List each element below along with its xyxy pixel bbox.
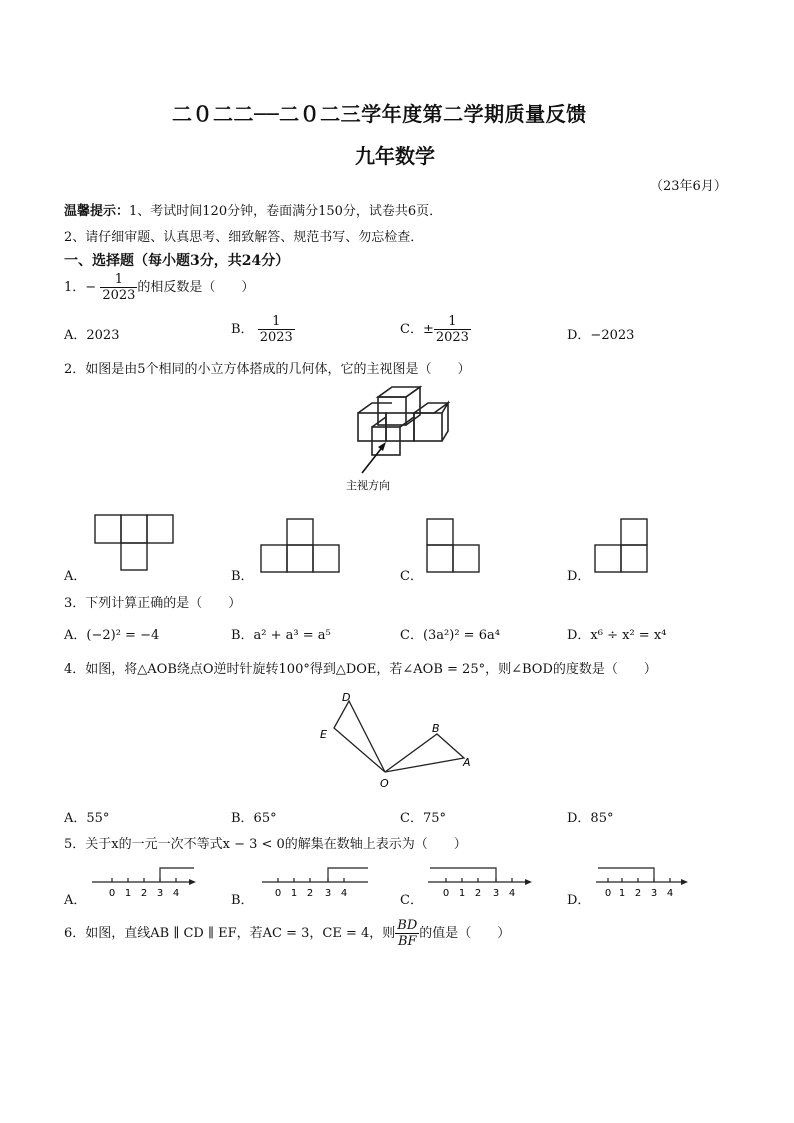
q6-fraction-num: BD: [397, 918, 418, 933]
q1-c-label: C．±: [400, 322, 434, 337]
q5d-tick-4: 4: [666, 888, 674, 899]
notice-line-1: [64, 200, 442, 219]
q2-option-b-figure: [260, 518, 342, 574]
q6-stem-before: 6．如图，直线AB ∥ CD ∥ EF，若AC = 3，CE = 4，则: [64, 926, 396, 941]
q5-option-a-numberline: [90, 864, 200, 900]
q4-label-a: A: [463, 756, 471, 769]
q2-option-c-figure: [426, 518, 484, 574]
q1-b-num: 1: [258, 314, 295, 330]
q2-option-d: D．: [567, 569, 591, 584]
q5c-tick-1: 1: [458, 888, 466, 899]
subject-title: 九年数学: [355, 144, 435, 168]
notice-line-2: 2、请仔细审题、认真思考、细致解答、规范书写、勿忘检查．: [64, 230, 424, 245]
q2-arrow-label: 主视方向: [346, 479, 390, 492]
q5-option-d-numberline: [594, 864, 694, 900]
q5c-tick-2: 2: [474, 888, 482, 899]
q6-fraction-den: BF: [397, 934, 417, 949]
q3-option-b: B．a² + a³ = a⁵: [231, 628, 331, 643]
q3-option-a: A．(−2)² = −4: [64, 628, 160, 643]
notice-label: 温馨提示：: [64, 204, 130, 219]
notice-text-1: 1、考试时间120分钟，卷面满分150分，试卷共6页．: [129, 204, 443, 219]
q4-option-a: A．55°: [64, 811, 110, 826]
q3-option-c: C．(3a²)² = 6a⁴: [400, 628, 500, 643]
q4-option-c: C．75°: [400, 811, 446, 826]
q1-option-d: D．−2023: [567, 328, 635, 343]
q1-stem: 的相反数是（ ）: [137, 280, 255, 295]
q4-label-o: O: [380, 777, 389, 790]
question-1: [64, 272, 254, 303]
q1-option-a: A．2023: [64, 328, 120, 343]
q5b-tick-3: 3: [324, 888, 332, 899]
q5-option-b: B．: [231, 893, 254, 908]
q5-option-c: C．: [400, 893, 423, 908]
q4-label-e: E: [320, 728, 327, 741]
q5b-tick-4: 4: [340, 888, 348, 899]
q4-label-d: D: [342, 691, 351, 704]
q1-option-c: [400, 314, 471, 345]
q4-option-d: D．85°: [567, 811, 614, 826]
q5-option-b-numberline: [260, 864, 372, 900]
q1-c-den: 2023: [435, 330, 469, 345]
q5d-tick-2: 2: [634, 888, 642, 899]
q5d-tick-3: 3: [650, 888, 658, 899]
q2-option-b: B．: [231, 569, 254, 584]
q2-option-a-figure: [94, 514, 176, 572]
q1-fraction: [100, 272, 137, 303]
question-5-stem: 5．关于x的一元一次不等式x − 3 < 0的解集在数轴上表示为（ ）: [64, 837, 467, 852]
q2-option-c: C．: [400, 569, 423, 584]
question-6: [64, 918, 510, 949]
q5c-tick-4: 4: [508, 888, 516, 899]
q3-option-d: D．x⁶ ÷ x² = x⁴: [567, 628, 667, 643]
q6-stem-after: 的值是（ ）: [419, 926, 511, 941]
q1-c-fraction: [434, 314, 471, 345]
q5b-tick-0: 0: [274, 888, 282, 899]
q5a-tick-0: 0: [108, 888, 116, 899]
q4-option-b: B．65°: [231, 811, 277, 826]
exam-date: （23年6月）: [650, 179, 727, 194]
question-2-stem: 2．如图是由5个相同的小立方体搭成的几何体，它的主视图是（ ）: [64, 362, 471, 377]
q1-b-den: 2023: [259, 330, 293, 345]
q5a-tick-1: 1: [124, 888, 132, 899]
q5a-tick-4: 4: [172, 888, 180, 899]
exam-title: 二０二二──二０二三学年度第二学期质量反馈: [172, 102, 587, 126]
q5a-tick-2: 2: [140, 888, 148, 899]
q5c-tick-0: 0: [442, 888, 450, 899]
q5b-tick-1: 1: [290, 888, 298, 899]
q5a-tick-3: 3: [156, 888, 164, 899]
q5c-tick-3: 3: [492, 888, 500, 899]
q5d-tick-0: 0: [604, 888, 612, 899]
q6-fraction: [395, 918, 419, 949]
q5-option-d: D．: [567, 893, 591, 908]
q1-b-fraction: [258, 314, 295, 345]
q5b-tick-2: 2: [306, 888, 314, 899]
q5-option-a: A．: [64, 893, 87, 908]
q2-solid-figure: [340, 385, 460, 495]
q1-fraction-num: 1: [100, 272, 137, 288]
q5d-tick-1: 1: [618, 888, 626, 899]
q1-b-label: B．: [231, 322, 254, 337]
section-heading: 一、选择题（每小题3分，共24分）: [64, 253, 290, 269]
q1-fraction-den: 2023: [102, 288, 136, 303]
q1-sign: −: [85, 280, 97, 295]
q2-option-d-figure: [594, 518, 652, 574]
q1-c-num: 1: [434, 314, 471, 330]
q4-rotation-figure: [312, 688, 482, 792]
q5-option-c-numberline: [426, 864, 536, 900]
question-4-stem: 4．如图，将△AOB绕点O逆时针旋转100°得到△DOE，若∠AOB = 25°，则∠BOD的度数是（ ）: [64, 662, 657, 677]
question-3-stem: 3．下列计算正确的是（ ）: [64, 596, 242, 611]
q4-label-b: B: [432, 722, 440, 735]
q1-option-b: [231, 314, 295, 345]
q1-number: 1．: [64, 280, 86, 295]
q2-option-a: A．: [64, 569, 87, 584]
